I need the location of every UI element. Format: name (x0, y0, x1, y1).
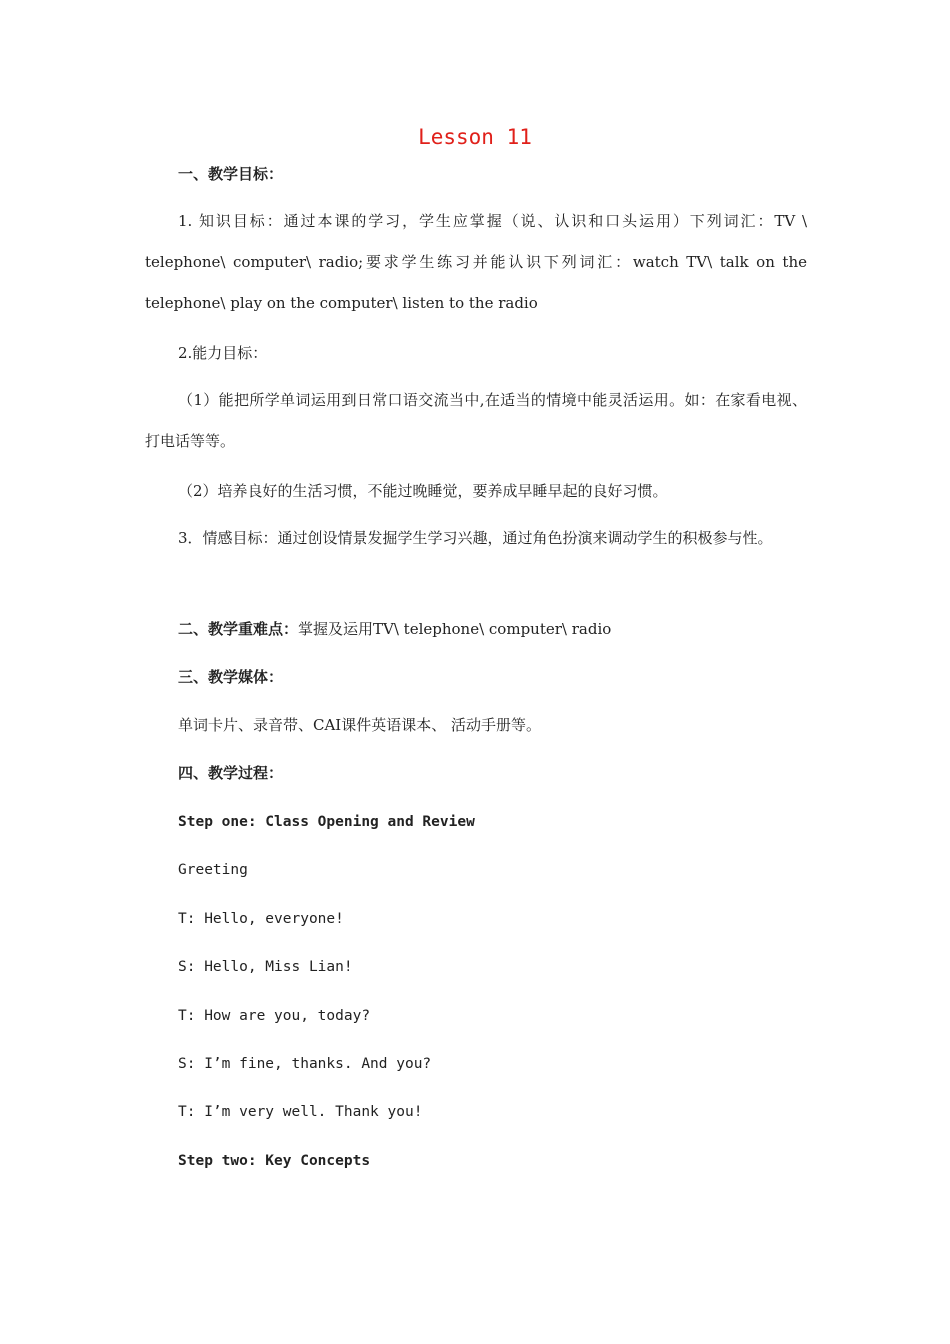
emotional-objective-paragraph: 3．情感目标：通过创设情景发掘学生学习兴趣，通过角色扮演来调动学生的积极参与性。 (178, 529, 773, 547)
section-2-heading: 二、教学重难点： (178, 620, 299, 638)
ability-objective-label: 2.能力目标： (178, 344, 268, 362)
dialogue-line: T: I’m very well. Thank you! (178, 1104, 423, 1120)
section-3-heading: 三、教学媒体： (178, 668, 284, 686)
dialogue-line: S: Hello, Miss Lian! (178, 959, 353, 975)
greeting-label: Greeting (178, 862, 248, 878)
section-2-text: 掌握及运用TV\ telephone\ computer\ radio (298, 620, 612, 638)
ability-objective-item-2: （2）培养良好的生活习惯，不能过晚睡觉，要养成早睡早起的良好习惯。 (178, 482, 668, 500)
knowledge-objective-paragraph: 1. 知识目标：通过本课的学习，学生应掌握（说、认识和口头运用）下列词汇：TV \ telephone\ computer\ radio;要求学生练习并能认识下列词汇：watch TV\ talk on the telephone\ play on the computer\ listen to the radio (145, 212, 807, 312)
section-1-heading: 一、教学目标： (178, 165, 284, 183)
step-two-heading: Step two: Key Concepts (178, 1153, 371, 1169)
dialogue-line: S: I’m fine, thanks. And you? (178, 1056, 432, 1072)
section-4-heading: 四、教学过程： (178, 764, 284, 782)
dialogue-line: T: Hello, everyone! (178, 911, 344, 927)
dialogue-line: T: How are you, today? (178, 1008, 371, 1024)
step-one-heading: Step one: Class Opening and Review (178, 814, 475, 830)
page-title: Lesson 11 (418, 125, 532, 149)
section-2-line (178, 618, 611, 640)
ability-objective-item-1: （1）能把所学单词运用到日常口语交流当中,在适当的情境中能灵活运用。如：在家看电视、打电话等等。 (145, 391, 807, 450)
section-3-text: 单词卡片、录音带、CAI课件英语课本、 活动手册等。 (178, 716, 542, 734)
